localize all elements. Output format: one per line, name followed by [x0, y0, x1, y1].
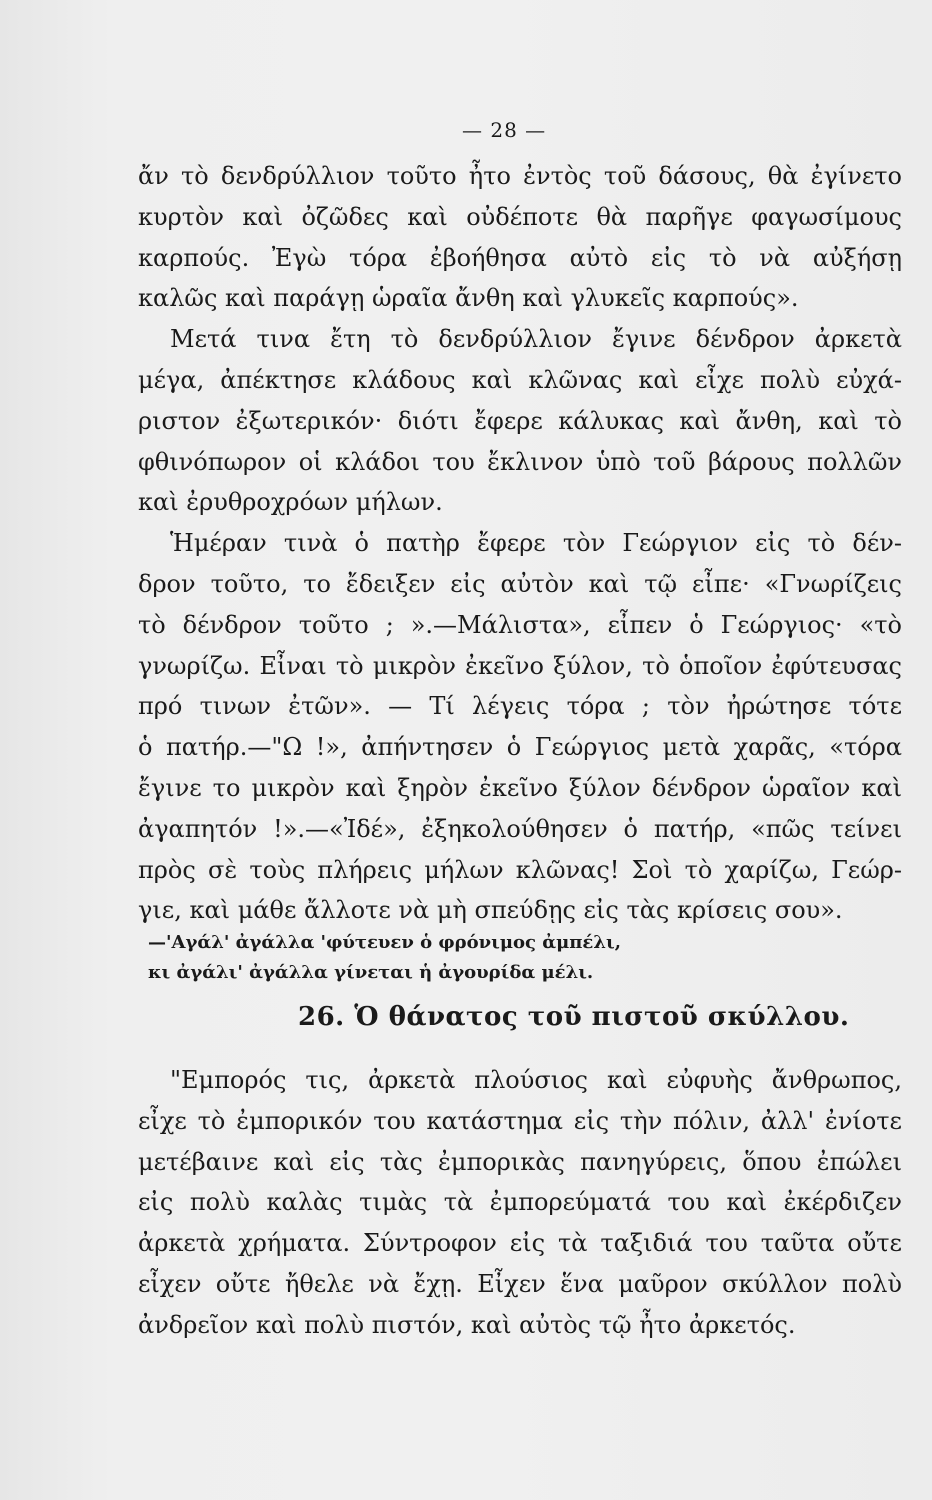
text-line: κυρτὸν καὶ ὀζῶδες καὶ οὐδέποτε θὰ παρῆγε φαγωσίμους	[138, 202, 902, 231]
text-line: πρὸς σὲ τοὺς πλήρεις μήλων κλῶνας! Σοὶ τὸ χαρίζω, Γεώρ-	[138, 855, 902, 884]
text-line: ριστον ἐξωτερικόν· διότι ἔφερε κάλυκας καὶ ἄνθη, καὶ τὸ	[138, 406, 902, 435]
text-line: δρον τοῦτο, το ἔδειξεν εἰς αὐτὸν καὶ τῷ εἶπε· «Γνωρίζεις	[138, 569, 902, 598]
text-line: ἀγαπητόν !».—«Ἰδέ», ἐξηκολούθησεν ὁ πατήρ, «πῶς τείνει	[138, 814, 902, 843]
text-line: εἰς πολὺ καλὰς τιμὰς τὰ ἐμπορεύματά του καὶ ἐκέρδιζεν	[138, 1188, 902, 1217]
text-line: ἔγινε το μικρὸν καὶ ξηρὸν ἐκεῖνο ξύλον δένδρον ὡραῖον καὶ	[138, 773, 902, 802]
text-line: φθινόπωρον οἱ κλάδοι του ἔκλινον ὑπὸ τοῦ βάρους πολλῶν	[138, 447, 902, 476]
text-line: γιε, καὶ μάθε ἄλλοτε νὰ μὴ σπεύδῃς εἰς τὰς κρίσεις σου».	[138, 896, 843, 925]
text-line: καλῶς καὶ παράγῃ ὡραῖα ἄνθη καὶ γλυκεῖς καρπούς».	[138, 284, 799, 313]
text-line: μέγα, ἀπέκτησε κλάδους καὶ κλῶνας καὶ εἶχε πολὺ εὐχά-	[138, 365, 902, 394]
text-line: "Εμπορός τις, ἀρκετὰ πλούσιος καὶ εὐφυὴς ἄνθρωπος,	[170, 1066, 902, 1094]
paragraph-block-2	[138, 1060, 902, 1346]
text-line: καρπούς. Ἐγὼ τόρα ἐβοήθησα αὐτὸ εἰς τὸ νὰ αὐξήσῃ	[138, 243, 902, 272]
text-line: ἀνδρεῖον καὶ πολὺ πιστόν, καὶ αὐτὸς τῷ ἦτο ἀρκετός.	[138, 1310, 796, 1339]
text-line: καὶ ἐρυθροχρόων μήλων.	[138, 488, 443, 517]
text-line: εἶχε τὸ ἐμπορικόν του κατάστημα εἰς τὴν πόλιν, ἀλλ' ἐνίοτε	[138, 1106, 902, 1135]
text-line: τὸ δένδρον τοῦτο ; ».—Μάλιστα», εἶπεν ὁ Γεώργιος· «τὸ	[138, 610, 902, 639]
text-line: ἀρκετὰ χρήματα. Σύντροφον εἰς τὰ ταξιδιά του ταῦτα οὔτε	[138, 1229, 902, 1258]
text-line: εἶχεν οὔτε ἤθελε νὰ ἔχῃ. Εἶχεν ἕνα μαῦρον σκύλλον πολὺ	[138, 1269, 902, 1298]
verse-line: —'Αγάλ' ἀγάλλα 'φύτευεν ὁ φρόνιμος ἀμπέλι,	[148, 932, 621, 953]
section-heading: 26. Ὁ θάνατος τοῦ πιστοῦ σκύλλου.	[298, 1002, 850, 1032]
text-line: Ἡμέραν τινὰ ὁ πατὴρ ἔφερε τὸν Γεώργιον εἰς τὸ δέν-	[170, 529, 902, 558]
text-line: γνωρίζω. Εἶναι τὸ μικρὸν ἐκεῖνο ξύλον, τὸ ὁποῖον ἐφύτευσας	[138, 651, 902, 680]
proverb-verse	[148, 928, 708, 988]
text-line: μετέβαινε καὶ εἰς τὰς ἐμπορικὰς πανηγύρεις, ὅπου ἐπώλει	[138, 1147, 902, 1176]
text-line: ὁ πατήρ.—"Ω !», ἀπήντησεν ὁ Γεώργιος μετὰ χαρᾶς, «τόρα	[138, 733, 902, 762]
text-line: ἄν τὸ δενδρύλλιον τοῦτο ἦτο ἐντὸς τοῦ δάσους, θὰ ἐγίνετο	[138, 162, 902, 190]
verse-line: κι ἀγάλι' ἀγάλλα γίνεται ἡ ἀγουρίδα μέλι.	[148, 962, 594, 983]
paragraph-block-1	[138, 156, 902, 931]
page-number: — 28 —	[462, 118, 547, 142]
text-line: Μετά τινα ἔτη τὸ δενδρύλλιον ἔγινε δένδρον ἀρκετὰ	[170, 325, 902, 354]
text-line: πρό τινων ἐτῶν». — Τί λέγεις τόρα ; τὸν ἠρώτησε τότε	[138, 692, 902, 721]
